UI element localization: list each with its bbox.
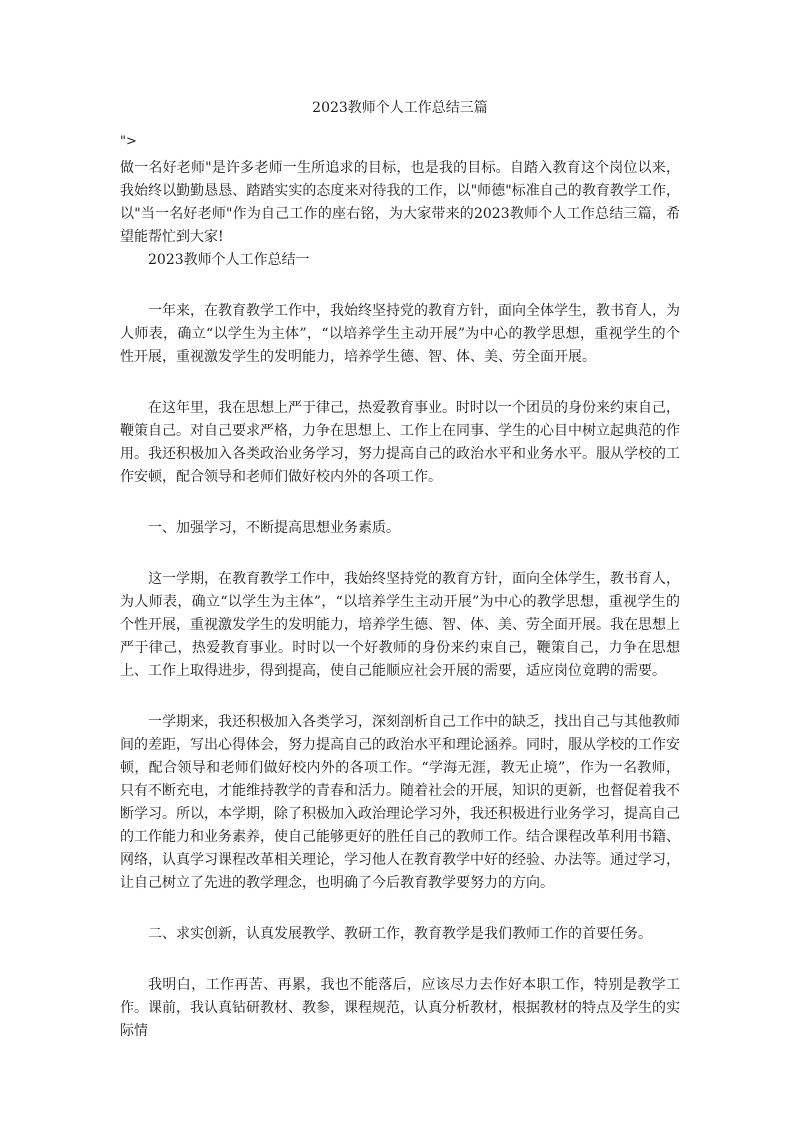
body-paragraph: 这一学期，在教育教学工作中，我始终坚持党的教育方针，面向全体学生，教书育人，为人师表，确立“以学生为主体”，“以培养学生主动开展”为中心的教学思想，重视学生的个性开展，重视激发学生的发明能力，培养学生德、智、体、美、劳全面开展。我在思想上严于律己，热爱教育事业。时时以一个好教师的身份来约束自己，鞭策自己，力争在思想上、工作上取得进步，得到提高，使自己能顺应社会开展的需要，适应岗位竟聘的需要。 [120,571,680,679]
document-title: 2023教师个人工作总结三篇 [312,100,488,116]
body-paragraph: 我明白，工作再苦、再累，我也不能落后，应该尽力去作好本职工作，特别是教学工作。课前，我认真钻研教材、教参，课程规范，认真分析教材，根据教材的特点及学生的实际情 [120,977,680,1039]
body-paragraph: 一年来，在教育教学工作中，我始终坚持党的教育方针，面向全体学生，教书育人，为人师表，确立“以学生为主体”，“以培养学生主动开展”为中心的教学思想，重视学生的个性开展，重视激发学生的发明能力，培养学生德、智、体、美、劳全面开展。 [120,303,680,365]
stray-markup-text: "> [120,134,137,149]
intro-paragraph: 做一名好老师"是许多老师一生所追求的目标，也是我的目标。自踏入教育这个岗位以来，我始终以勤勤恳恳、踏踏实实的态度来对待我的工作，以"师德"标准自己的教育教学工作，以"当一名好老师"作为自己工作的座右铭，为大家带来的2023教师个人工作总结三篇，希望能帮忙到大家! [120,160,680,245]
body-paragraph: 在这年里，我在思想上严于律己，热爱教育事业。时时以一个团员的身份来约束自己，鞭策自己。对自己要求严格，力争在思想上、工作上在同事、学生的心目中树立起典范的作用。我还积极加入各类政治业务学习，努力提高自己的政治水平和业务水平。服从学校的工作安顿，配合领导和老师们做好校内外的各项工作。 [120,400,680,485]
section-heading-1: 2023教师个人工作总结一 [148,252,310,268]
body-paragraph: 一学期来，我还积极加入各类学习，深刻剖析自己工作中的缺乏，找出自己与其他教师间的差距，写出心得体会，努力提高自己的政治水平和理论涵养。同时，服从学校的工作安顿，配合领导和老师们做好校内外的各项工作。“学海无涯，教无止境”，作为一名教师，只有不断充电，才能维持教学的青春和活力。随着社会的开展，知识的更新，也督促着我不断学习。所以，本学期，除了积极加入政治理论学习外，我还积极进行业务学习，提高自己的工作能力和业务素养，使自己能够更好的胜任自己的教师工作。结合课程改革利用书籍、网络，认真学习课程改革相关理论，学习他人在教育教学中好的经验、办法等。通过学习，让自己树立了先进的教学理念，也明确了今后教育教学要努力的方向。 [120,714,680,891]
subheading-1: 一、加强学习，不断提高思想业务素质。 [148,520,400,536]
subheading-2: 二、求实创新，认真发展教学、教研工作，教育教学是我们教师工作的首要任务。 [148,926,652,942]
document-body [120,157,680,1043]
